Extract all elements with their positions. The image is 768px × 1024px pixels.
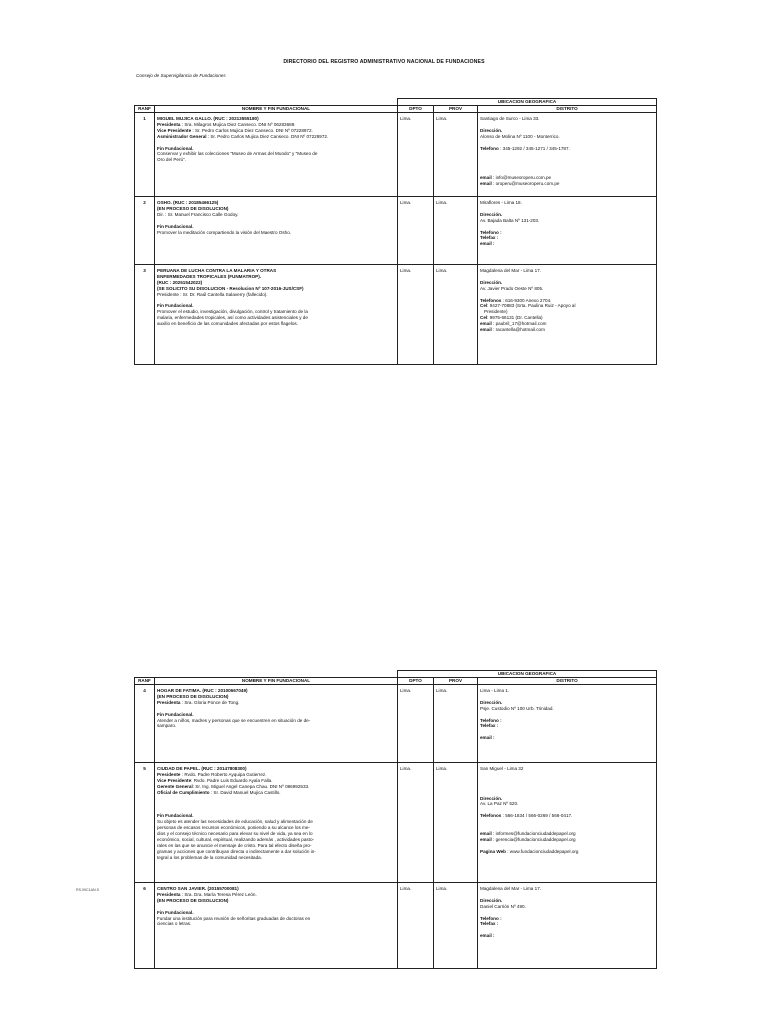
telefonos-value: : 566-1834 / 566-0269 / 566-0417. — [501, 813, 573, 819]
email-label: email : — [480, 933, 495, 939]
foundation-name: MIGUEL MUJICA GALLO. (RUC : 20213555180) — [157, 116, 259, 121]
email-label: email — [480, 180, 492, 186]
ranf-number: 1 — [135, 113, 155, 197]
direccion-value: Av. Bajada Balta Nº 131-203. — [480, 217, 540, 223]
dpto-value: Lima. — [398, 685, 434, 763]
header-prov: PROV — [434, 106, 478, 113]
direccion-label: Dirección. — [480, 211, 503, 217]
foundation-name: PERUANA DE LUCHA CONTRA LA MALARIA Y OTRAS — [157, 268, 277, 273]
telefonos-value: : 616-9300 Anexo 2704. — [501, 297, 552, 303]
table-row — [135, 113, 657, 197]
table-row — [135, 685, 657, 763]
fin-text: dios y el consejo técnico necesario para elevar su nivel de vida, ya sea en lo — [157, 830, 313, 836]
email-label: email — [480, 830, 492, 836]
header-name: NOMBRE Y FIN FUNDACIONAL — [155, 106, 398, 113]
fin-text: Conservar y exhibir las colecciones "Museo de Armas del Mundo" y "Museo de — [157, 151, 318, 157]
fin-text: malaria, enfermedades tropicales, así como actividades asistenciales y de — [157, 315, 308, 321]
dpto-value: Lima. — [398, 113, 434, 197]
fin-text: personas de escasos recursos económicos, poniendo a su alcance los me- — [157, 825, 310, 831]
prov-value: Lima. — [434, 883, 478, 969]
prov-value: Lima. — [434, 685, 478, 763]
header-ranf: RANF — [135, 106, 155, 113]
directory-table-1 — [134, 98, 657, 365]
foundation-info — [155, 685, 398, 763]
telefax-label: Telefax : — [480, 921, 499, 927]
table-row — [135, 265, 657, 365]
header-distrito: DISTRITO — [478, 678, 657, 685]
email-value: : paubril_17@hotmail.com — [491, 321, 547, 327]
email-value: : info@museoroperu.com.pe — [491, 175, 552, 180]
foundation-info — [155, 265, 398, 365]
ranf-number: 5 — [135, 763, 155, 883]
prov-value: Lima. — [434, 197, 478, 265]
distrito-info — [478, 197, 657, 265]
fin-label: Fin Fundacional. — [157, 145, 194, 151]
header-ubicacion: UBICACION GEOGRAFICA — [398, 671, 657, 678]
email-label: email : — [480, 735, 495, 741]
telefonos-label: Telefonos — [480, 813, 502, 819]
foundation-name: ENFERMEDADES TROPICALES (FUNMATROP). — [157, 273, 262, 279]
fin-text: tegral a los problemas de la comunidad necesitada. — [157, 854, 262, 860]
ranf-number: 2 — [135, 197, 155, 265]
fin-text: Promover el estudio, investigación, divulgación, control y tratamiento de la — [157, 309, 308, 315]
telefax-label: Telefax : — [480, 235, 499, 241]
gerente-value: : Sr. Ing. Miguel Angel Canepa Chau. DNI Nº 086992533. — [192, 783, 310, 789]
foundation-name: CIUDAD DE PAPEL. (RUC : 20147808300) — [157, 766, 247, 771]
gerente-label: Gerente General — [157, 783, 193, 789]
telefax-label: Telefax : — [480, 723, 499, 729]
oficial-value: : Sr. David Manuel Mujica Castillo. — [209, 789, 281, 795]
fin-label: Fin Fundacional. — [157, 223, 194, 229]
telefono-label: Telefono : — [480, 717, 502, 723]
direccion-label: Dirección. — [480, 795, 503, 801]
distrito-info — [478, 883, 657, 969]
dpto-value: Lima. — [398, 763, 434, 883]
fin-text: samparo. — [157, 723, 177, 729]
fin-text: auxilio en beneficio de las comunidades afectadas por estos flagelos. — [157, 321, 298, 327]
cel-value: : 9427-70883 (Srta. Paulina Ruiz - Apoyo al — [487, 303, 576, 309]
oficial-label: Oficial de Cumplimiento — [157, 789, 210, 795]
presidenta-label: Presidenta — [157, 891, 181, 897]
direccion-value: Av. La Paz Nº 520. — [480, 801, 519, 807]
document-title: DIRECTORIO DEL REGISTRO ADMINISTRATIVO NACIONAL DE FUNDACIONES — [283, 59, 485, 65]
side-note: RS.09C1AN.S — [76, 888, 99, 892]
fin-text: gramas y acciones que contribuyan directa o indirectamente a dar solución in- — [157, 848, 316, 854]
fin-text: ciencias o letras. — [157, 921, 192, 927]
fin-text: Su objeto es atender las necesidades de educación, salud y alimentación de — [157, 819, 313, 825]
foundation-info — [155, 113, 398, 197]
foundation-info — [155, 883, 398, 969]
fin-text: rales en las que se anuncie el mensaje de cristo. Para tal efecto diseña pro- — [157, 842, 312, 848]
fin-label: Fin Fundacional. — [157, 813, 194, 819]
distrito-info — [478, 763, 657, 883]
direccion-value: Av. Javier Prado Oeste Nº 805. — [480, 285, 544, 291]
cel-value-cont: Presidente) — [484, 309, 508, 315]
direccion-label: Dirección. — [480, 699, 503, 705]
prov-value: Lima. — [434, 265, 478, 365]
direccion-label: Dirección. — [480, 897, 503, 903]
fin-text: Fundar una institución para reunión de señoritas graduadas de doctoras en — [157, 915, 311, 921]
direccion-label: Dirección. — [480, 127, 503, 133]
header-ubicacion: UBICACION GEOGRAFICA — [398, 99, 657, 106]
table-row — [135, 763, 657, 883]
foundation-name: CENTRO SAN JAVIER. (20155700081) — [157, 886, 239, 891]
vicepresidente-label: Vice Presidente — [157, 127, 192, 133]
distrito-info — [478, 685, 657, 763]
telefono-value: : 345-1292 / 345-1271 / 345-1787. — [498, 145, 570, 151]
presidenta-label: Presidenta — [157, 121, 181, 127]
header-dpto: DPTO — [398, 678, 434, 685]
fin-text: Oro del Perú". — [157, 157, 186, 163]
status-note: (EN PROCESO DE DISOLUCION) — [157, 897, 229, 903]
document-subtitle: Consejo de Supervigilancia de Fundaciones — [136, 73, 226, 78]
foundation-name: HOGAR DE FATIMA. (RUC : 20100667049) — [157, 688, 248, 693]
cel-label: Cel — [480, 315, 488, 321]
table-row — [135, 883, 657, 969]
fin-text: Promover la meditación compartiendo la visión del Maestro Osho. — [157, 229, 292, 235]
email-label: email — [480, 175, 492, 180]
distrito-info — [478, 265, 657, 365]
email-label: email — [480, 327, 492, 333]
ranf-number: 3 — [135, 265, 155, 365]
header-ranf: RANF — [135, 678, 155, 685]
web-label: Pagina Web — [480, 848, 506, 854]
ruc-number: (RUC : 20251542022) — [157, 279, 203, 285]
direccion-value: Alonso de Molina Nº 1100 - Monterrico. — [480, 133, 560, 139]
email-value: : oroperu@museoroperu.com.pe — [491, 180, 560, 186]
presidenta-value: : Sra. Dra. María Teresa Pérez León. — [180, 891, 257, 897]
email-label: email : — [480, 241, 495, 247]
prov-value: Lima. — [434, 113, 478, 197]
cel-label: Cel — [480, 303, 488, 309]
presidente-value: : Rvdo. Padre Roberto Ayquipa Gutierrez. — [180, 771, 267, 777]
header-dpto: DPTO — [398, 106, 434, 113]
status-note: (EN PROCESO DE DISOLUCION) — [157, 693, 229, 699]
foundation-info — [155, 197, 398, 265]
status-note: (SE SOLICITO SU DISOLUCION - Resolucion Nº 107-2016-JUS/CSF) — [157, 285, 304, 291]
header-distrito: DISTRITO — [478, 106, 657, 113]
distrito-value: Miraflores - Lima 18. — [480, 200, 522, 205]
distrito-value: Santiago de Surco - Lima 33. — [480, 116, 540, 121]
presidenta-value: : Sra. Milagros Mujica Diez Canseco. DNI Nº 06283689. — [180, 121, 296, 127]
telefono-label: Telefono — [480, 145, 499, 151]
cel-value: : 9975-66131 (Dr. Cantella) — [487, 315, 543, 321]
distrito-value: Magdalena del Mar - Lima 17. — [480, 886, 542, 891]
distrito-value: Lima - Lima 1. — [480, 688, 510, 693]
distrito-value: Magdalena del Mar - Lima 17. — [480, 268, 542, 273]
fin-text: Atender a niños, madres y personas que se encuentren en situación de de- — [157, 717, 311, 723]
fin-label: Fin Fundacional. — [157, 711, 194, 717]
dpto-value: Lima. — [398, 883, 434, 969]
telefonos-label: Telefonos — [480, 297, 502, 303]
email-value: : racantella@hotmail.com — [491, 327, 545, 333]
telefono-label: Telefono : — [480, 229, 502, 235]
ranf-number: 6 — [135, 883, 155, 969]
web-value: : www.fundacionciudaddepapel.org — [505, 848, 579, 854]
vicepresidente-value: : Sr. Pedro Carlos Mujica Diez Canseco. DNI Nº 07228972. — [191, 127, 313, 133]
table-row — [135, 197, 657, 265]
presidente-line: Presidente : Sr. Dr. Raúl Cantella Salaverry (fallecido). — [157, 291, 268, 297]
administrador-value: : Sr. Pedro Carlos Mujica Diez Canseco. DNI Nº 07228972. — [206, 133, 329, 139]
presidenta-value: : Sra. Gloria Ponce de Tong. — [180, 699, 240, 705]
distrito-value: San Miguel - Lima 32 — [480, 766, 524, 771]
header-prov: PROV — [434, 678, 478, 685]
presidenta-label: Presidenta — [157, 699, 181, 705]
direccion-value: Daniel Carrión Nº 490. — [480, 903, 526, 909]
ranf-number: 4 — [135, 685, 155, 763]
director-line: Dir. : Sr. Manuel Francisco Calle Godoy. — [157, 211, 239, 217]
vicepresidente-label: Vice Presidente — [157, 777, 192, 783]
direccion-value: Psje. Custodio Nº 100 Urb. Trinidad. — [480, 705, 554, 711]
fin-label: Fin Fundacional. — [157, 303, 194, 309]
telefono-label: Telefono : — [480, 915, 502, 921]
dpto-value: Lima. — [398, 265, 434, 365]
email-label: email — [480, 836, 492, 842]
presidente-label: Presidente — [157, 771, 181, 777]
dpto-value: Lima. — [398, 197, 434, 265]
email-label: email — [480, 321, 492, 327]
email-value: : gerencia@fundacionciudaddepapel.org — [491, 836, 576, 842]
foundation-name: OSHO. (RUC : 20185466125) — [157, 200, 219, 205]
email-value: : informes@fundacionciudaddepapel.org — [491, 830, 576, 836]
distrito-info — [478, 113, 657, 197]
administrador-label: Asministrador General — [157, 133, 207, 139]
fin-text: económico, social, cultural, espiritual, realizando además , actividades pasto- — [157, 836, 315, 842]
directory-table-2 — [134, 670, 657, 969]
header-name: NOMBRE Y FIN FUNDACIONAL — [155, 678, 398, 685]
vicepresidente-value: : Rvdo. Padre Luis Eduardo Ayala Falla. — [191, 777, 273, 783]
fin-label: Fin Fundacional. — [157, 909, 194, 915]
prov-value: Lima. — [434, 763, 478, 883]
status-note: (EN PROCESO DE DISOLUCION) — [157, 205, 229, 211]
foundation-info — [155, 763, 398, 883]
direccion-label: Dirección. — [480, 279, 503, 285]
